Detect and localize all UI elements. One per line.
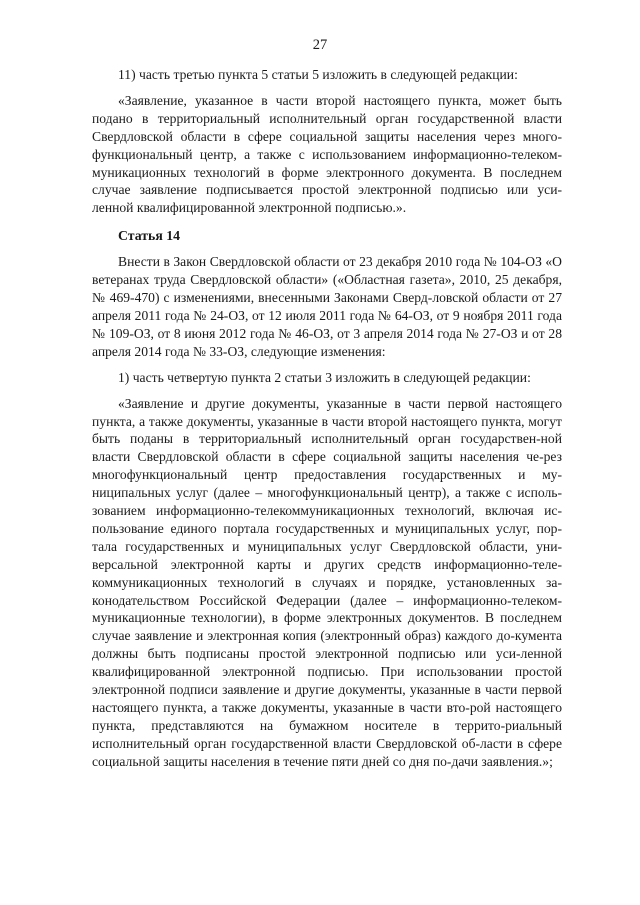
article-heading: Статья 14 bbox=[118, 228, 181, 244]
paragraph-intro: Внести в Закон Свердловской области от 23 декабря 2010 года № 104-ОЗ «О ветеранах труда Свердловской области» («Областная газета», 2010, 25 декабря, № 469-470) с изменениями, внесенными Законами Сверд-ловской области от 27 апреля 2011 года № 24-ОЗ, от 12 июля 2011 года № 64-ОЗ, от 9 ноября 2011 года № 109-ОЗ, от 8 июня 2012 года № 46-ОЗ, от 3 апреля 2014 года № 27-ОЗ и от 28 апреля 2014 года № 33-ОЗ, следующие изменения: bbox=[92, 254, 562, 359]
page-number: 27 bbox=[312, 37, 328, 53]
paragraph-item-1: 1) часть четвертую пункта 2 статьи 3 изложить в следующей редакции: bbox=[118, 369, 531, 385]
paragraph-quote-1: «Заявление, указанное в части второй настоящего пункта, может быть подано в территориальный исполнительный орган государственной власти Свердловской области в сфере социальной защиты населения через много-функциональный центр, а также с использованием информационно-телеком-муникационных технологий в форме электронного документа. В последнем случае заявление подписывается простой электронной подписью или уси-ленной квалифицированной электронной подписью.». bbox=[92, 92, 562, 216]
paragraph-quote-2: «Заявление и другие документы, указанные в части первой настоящего пункта, а также документы, указанные в части второй настоящего пункта, могут быть поданы в территориальный исполнительный орган государствен-ной власти Свердловской области в сфере социальной защиты населения че-рез многофункциональный центр предоставления государственных и му-ниципальных услуг (далее – многофункциональный центр), а также с исполь-зованием информационно-телекоммуникационных технологий, включая ис-пользование единого портала государственных и муниципальных услуг, пор-тала государственных и муниципальных услуг Свердловской области, уни-версальной электронной карты и других средств информационно-теле-коммуникационных технологий в случаях и порядке, установленных за-конодательством Российской Федерации (далее – информационно-телеком-муникационные технологии), в форме электронных документов. В последнем случае заявление и электронная копия (электронный образ) каждого до-кумента должны быть подписаны простой электронной подписью или уси-ленной квалифицированной электронной подписью. При использовании простой электронной подписи заявление и другие документы, указанные в части первой настоящего пункта, а также документы, указанные в части вто-рой настоящего пункта, представляются на бумажном носителе в террито-риальный исполнительный орган государственной власти Свердловской об-ласти в сфере социальной защиты населения в течение пяти дней со дня по-дачи заявления.»; bbox=[92, 395, 562, 769]
paragraph-item-11: 11) часть третью пункта 5 статьи 5 изложить в следующей редакции: bbox=[118, 67, 518, 82]
document-body bbox=[92, 66, 562, 771]
